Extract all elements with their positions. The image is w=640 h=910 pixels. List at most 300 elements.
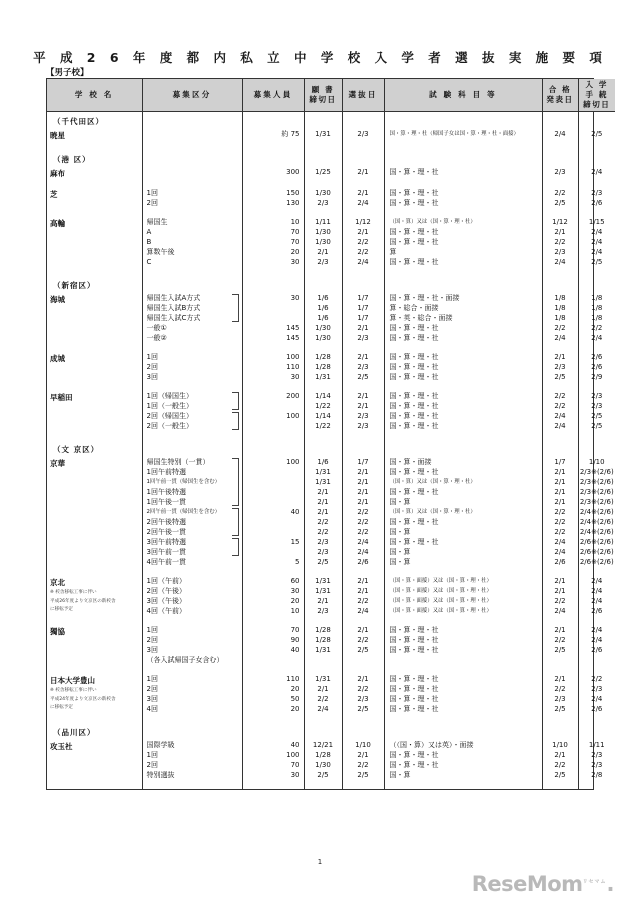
application-deadline-line: 2/3 [317, 198, 329, 207]
category-line: 3回 [146, 694, 158, 703]
result-date-line: 1/10 [552, 740, 568, 749]
quota [243, 167, 300, 177]
column-header-quota: 募集人員 [242, 79, 304, 112]
exam-date-line: 2/3 [357, 129, 369, 138]
application-deadline-cell [304, 352, 342, 382]
spacer-cell-7 [578, 714, 615, 723]
column-header-subjects: 試 験 科 目 等 [384, 79, 542, 112]
spacer-cell-1 [142, 267, 242, 276]
school-name: 京華 [50, 458, 65, 468]
exam-date-cell [342, 129, 384, 141]
ward-section-row [47, 276, 615, 293]
application-deadline-line: 2/2 [317, 694, 329, 703]
application-deadline-line: 2/3 [317, 257, 329, 266]
table-row[interactable] [47, 188, 615, 208]
school-name: 海城 [50, 294, 65, 304]
application-deadline-line: 2/1 [317, 247, 329, 256]
quota-line: 40 [290, 507, 300, 516]
spacer-cell-6 [542, 780, 578, 789]
category-cell [142, 391, 242, 431]
ward-label: （港 区） [53, 154, 91, 164]
application-deadline-cell [304, 129, 342, 141]
subjects-cell [384, 740, 542, 780]
spacer-cell-6 [542, 616, 578, 625]
category-line: 帰国生特別（一貫） [146, 457, 210, 466]
ward-empty-cell-1 [242, 150, 304, 167]
procedure-deadline-cell [578, 217, 615, 267]
result-date-cell [542, 129, 578, 141]
ward-empty-cell-1 [242, 276, 304, 293]
school-name: 京北 [50, 577, 65, 587]
quota-line: 40 [290, 645, 300, 654]
application-deadline-cell [304, 217, 342, 267]
ward-empty-cell-5 [542, 723, 578, 740]
procedure-deadline [579, 129, 616, 139]
spacer-cell-7 [578, 616, 615, 625]
spacer-cell-2 [242, 179, 304, 188]
quota-cell [242, 740, 304, 780]
subjects-line: 国・算・理・社 [389, 333, 439, 342]
exam-date-line: 2/5 [357, 770, 369, 779]
result-date-line: 2/2 [554, 507, 566, 516]
spacer-cell-6 [542, 431, 578, 440]
ward-cell [47, 276, 142, 293]
exam-date-line: 2/2 [357, 247, 369, 256]
application-deadline-line: 1/31 [315, 129, 331, 138]
exam-date-line: 1/7 [357, 303, 369, 312]
category-line: 一般① [146, 323, 167, 332]
exam-date-line: 2/3 [357, 362, 369, 371]
subjects [390, 391, 542, 431]
procedure-deadline-cell [578, 740, 615, 780]
spacer-cell-2 [242, 267, 304, 276]
quota [243, 129, 300, 139]
category-line: 4回（午前） [146, 606, 186, 615]
quota-cell [242, 167, 304, 179]
spacer-cell-6 [542, 141, 578, 150]
procedure-deadline [579, 217, 616, 267]
quota [243, 217, 300, 267]
table-row[interactable] [47, 129, 615, 141]
application-deadline-line: 1/14 [315, 411, 331, 420]
procedure-deadline-line: 2/4 [591, 635, 603, 644]
exam-date-line: 2/3 [357, 421, 369, 430]
procedure-deadline-line: 2/4 [591, 333, 603, 342]
subjects [390, 293, 542, 343]
procedure-deadline-line: 2/4 [591, 596, 603, 605]
resemom-logo: ReseMom$^{リセマム}$. [471, 872, 614, 896]
procedure-deadline [579, 352, 616, 382]
subjects-line: （（国・算）又は英）・面接 [389, 740, 474, 749]
procedure-deadline-line: 2/6 [591, 606, 603, 615]
brand-text: ReseMom [471, 872, 583, 896]
header-row [47, 79, 615, 112]
ward-label: （品川区） [53, 727, 96, 737]
subjects-line: （国・算・面接）又は（国・算・理・社） [389, 577, 492, 584]
subjects [390, 129, 542, 139]
quota-line: 20 [290, 247, 300, 256]
spacer-cell-1 [142, 141, 242, 150]
table-row[interactable] [47, 167, 615, 179]
column-header-exam-date: 選抜日 [342, 79, 384, 112]
category-line: 2回 [146, 362, 158, 371]
exam-date-line: 2/3 [357, 333, 369, 342]
exam-date-line: 2/5 [357, 645, 369, 654]
category [147, 188, 242, 208]
table-row[interactable] [47, 293, 615, 343]
spacer-cell-6 [542, 567, 578, 576]
quota-line: 100 [286, 411, 300, 420]
procedure-deadline-line: 2/4 [591, 167, 603, 176]
application-deadline-line: 1/31 [315, 372, 331, 381]
result-date-line: 2/2 [554, 635, 566, 644]
application-deadline-line: 1/31 [315, 674, 331, 683]
result-date-line: 2/2 [554, 596, 566, 605]
subjects [390, 457, 542, 567]
subjects-line: 国・算・理・社 [389, 760, 439, 769]
spacer-cell-1 [142, 431, 242, 440]
spacer-cell-7 [578, 567, 615, 576]
exam-date [343, 576, 384, 616]
spacer-cell-6 [542, 665, 578, 674]
spacer-cell-0 [47, 208, 142, 217]
exam-date-line: 2/5 [357, 372, 369, 381]
spacer-cell-2 [242, 616, 304, 625]
exam-date-line: 2/1 [357, 487, 369, 496]
subjects-cell [384, 576, 542, 616]
application-deadline [305, 391, 342, 431]
category-line: 2回 [146, 198, 158, 207]
result-date-cell [542, 391, 578, 431]
result-date-line: 1/8 [554, 313, 566, 322]
spacer-cell-6 [542, 208, 578, 217]
procedure-deadline-line: 2/5 [591, 421, 603, 430]
quota-cell [242, 576, 304, 616]
category-line: A [146, 227, 152, 236]
result-date-line: 2/6 [554, 557, 566, 566]
row-spacer [47, 267, 615, 276]
school-name-cell [47, 391, 142, 431]
procedure-deadline-line: 2/4 [591, 237, 603, 246]
result-date-line: 2/1 [554, 477, 566, 486]
result-date [543, 391, 578, 431]
subjects-line: 国・算 [389, 547, 411, 556]
category-line: 一般② [146, 333, 167, 342]
ward-empty-cell-4 [384, 276, 542, 293]
application-deadline-line: 2/1 [317, 497, 329, 506]
grouping-brace [232, 392, 239, 410]
ward-empty-cell-0 [142, 723, 242, 740]
category-line: 2回午後一貫 [146, 527, 186, 536]
school-name: 早稲田 [50, 392, 73, 402]
school-name-cell [47, 293, 142, 343]
result-date-line: 2/2 [554, 517, 566, 526]
application-deadline-cell [304, 391, 342, 431]
result-date-cell [542, 457, 578, 567]
page-title: 平 成 2 6 年 度 都 内 私 立 中 学 校 入 学 者 選 抜 実 施 要 項 [33, 50, 607, 65]
application-deadline-line: 1/28 [315, 750, 331, 759]
exam-date-line: 2/2 [357, 517, 369, 526]
application-deadline-line: 1/25 [315, 167, 331, 176]
school-note: に移転予定 [50, 705, 73, 711]
subjects-line: 算・英・総合・面接 [389, 313, 453, 322]
category [147, 217, 242, 267]
school-name: 日本大学豊山 [50, 675, 95, 685]
procedure-deadline-line: 2/3※(2/6) [579, 497, 614, 506]
table-row[interactable] [47, 457, 615, 567]
quota-line: 20 [290, 596, 300, 605]
result-date-line: 2/4 [554, 333, 566, 342]
procedure-deadline [579, 674, 616, 714]
exam-date-line: 2/4 [357, 198, 369, 207]
subjects-line: 国・算・理・社 [389, 517, 439, 526]
exam-date [343, 167, 384, 177]
procedure-deadline [579, 625, 616, 665]
exam-date-cell [342, 576, 384, 616]
application-deadline-line: 1/22 [315, 401, 331, 410]
quota-line: 150 [286, 188, 300, 197]
spacer-cell-2 [242, 665, 304, 674]
application-deadline-line: 1/22 [315, 421, 331, 430]
category-cell [142, 352, 242, 382]
exam-date-cell [342, 457, 384, 567]
spacer-cell-1 [142, 780, 242, 789]
school-name-cell [47, 352, 142, 382]
ward-empty-cell-2 [304, 723, 342, 740]
quota-line: 30 [290, 586, 300, 595]
exam-date-line: 2/1 [357, 188, 369, 197]
category-line: 2回（一般生） [146, 421, 193, 430]
quota-line: 110 [286, 362, 300, 371]
procedure-deadline-line: 2/5 [591, 411, 603, 420]
category-line: 帰国生 [146, 217, 168, 226]
application-deadline-line: 12/21 [312, 740, 334, 749]
subjects [390, 352, 542, 382]
header-line-3: 締切日 [583, 100, 611, 110]
table-row[interactable] [47, 740, 615, 780]
spacer-cell-0 [47, 665, 142, 674]
application-deadline-line: 1/6 [317, 313, 329, 322]
procedure-deadline-line: 2/4 [591, 586, 603, 595]
grouping-brace [232, 538, 239, 556]
row-spacer [47, 343, 615, 352]
ward-empty-cell-3 [342, 440, 384, 457]
ward-empty-cell-1 [242, 112, 304, 129]
category-line: 算数午後 [146, 247, 175, 256]
category-cell [142, 625, 242, 665]
application-deadline-line: 2/2 [317, 517, 329, 526]
subjects-line: 国・算・理・社 [389, 362, 439, 371]
category-cell [142, 293, 242, 343]
result-date-line: 2/4 [554, 606, 566, 615]
subjects-cell [384, 129, 542, 141]
application-deadline-cell [304, 674, 342, 714]
application-deadline [305, 457, 342, 567]
procedure-deadline-line: 2/4 [591, 694, 603, 703]
result-date [543, 188, 578, 208]
spacer-cell-7 [578, 208, 615, 217]
result-date-line: 2/1 [554, 487, 566, 496]
procedure-deadline-line: 1/15 [588, 217, 605, 226]
result-date-line: 2/2 [554, 527, 566, 536]
subjects-line: 国・算 [389, 770, 411, 779]
spacer-cell-0 [47, 179, 142, 188]
exam-date [343, 188, 384, 208]
subjects [390, 576, 542, 616]
exam-date [343, 457, 384, 567]
exam-date [343, 674, 384, 714]
quota-cell [242, 293, 304, 343]
application-deadline-cell [304, 167, 342, 179]
quota-cell [242, 129, 304, 141]
category [147, 293, 242, 343]
quota-line: 20 [290, 684, 300, 693]
result-date-cell [542, 167, 578, 179]
subjects-line: （国・算・面接）又は（国・算・理・社） [389, 607, 492, 614]
ward-empty-cell-1 [242, 723, 304, 740]
result-date-line: 1/8 [554, 293, 566, 302]
category-line: 2回午後特選 [146, 517, 186, 526]
spacer-cell-4 [342, 616, 384, 625]
quota [243, 625, 300, 665]
exam-date-line: 1/12 [355, 217, 371, 226]
procedure-deadline-line: 2/6 [591, 352, 603, 361]
category-line: 2回（午後） [146, 586, 186, 595]
quota-cell [242, 188, 304, 208]
exam-date [343, 352, 384, 382]
subjects-line: 国・算・理・社 [389, 645, 439, 654]
subjects-line: 国・算・理・社 [389, 674, 439, 683]
quota-cell [242, 352, 304, 382]
procedure-deadline-line: 2/4 [591, 625, 603, 634]
spacer-cell-3 [304, 567, 342, 576]
exam-date [343, 740, 384, 780]
table-row[interactable] [47, 576, 615, 616]
spacer-cell-0 [47, 431, 142, 440]
spacer-cell-7 [578, 382, 615, 391]
spacer-cell-5 [384, 780, 542, 789]
category-line: C [146, 257, 152, 266]
category-line: 1回午後特選 [146, 487, 186, 496]
quota-line: 70 [290, 625, 300, 634]
quota-line: 5 [295, 557, 300, 566]
application-deadline-line: 1/30 [315, 333, 331, 342]
subjects-line: 国・算・理・社 [389, 323, 439, 332]
category [147, 674, 242, 714]
result-date-line: 2/1 [554, 625, 566, 634]
exam-date-line: 2/1 [357, 477, 369, 486]
table-row[interactable] [47, 217, 615, 267]
exam-date-line: 2/5 [357, 704, 369, 713]
subjects-cell [384, 167, 542, 179]
category-line: 1回 [146, 750, 158, 759]
result-date [543, 625, 578, 665]
category [147, 391, 242, 431]
table-row[interactable] [47, 625, 615, 665]
procedure-deadline-line: 2/3 [591, 684, 603, 693]
subjects-line: 国・算・面接 [389, 457, 432, 466]
header-line-2: 発表日 [546, 95, 574, 105]
result-date-line: 2/5 [554, 372, 566, 381]
result-date [543, 167, 578, 177]
category-line: 3回 [146, 645, 158, 654]
application-deadline-line: 1/31 [315, 645, 331, 654]
procedure-deadline-line: 2/4 [591, 247, 603, 256]
ward-empty-cell-4 [384, 150, 542, 167]
result-date-cell [542, 576, 578, 616]
result-date-line: 1/8 [554, 303, 566, 312]
exam-date-cell [342, 167, 384, 179]
table-row[interactable] [47, 391, 615, 431]
ward-empty-cell-5 [542, 440, 578, 457]
table-row[interactable] [47, 674, 615, 714]
category [147, 740, 242, 780]
spacer-cell-6 [542, 382, 578, 391]
application-deadline-line: 2/1 [317, 684, 329, 693]
subjects-cell [384, 457, 542, 567]
ward-empty-cell-3 [342, 723, 384, 740]
spacer-cell-4 [342, 431, 384, 440]
row-spacer [47, 208, 615, 217]
spacer-cell-0 [47, 343, 142, 352]
category-cell [142, 674, 242, 714]
spacer-cell-4 [342, 382, 384, 391]
application-deadline-line: 1/28 [315, 625, 331, 634]
result-date [543, 217, 578, 267]
application-deadline-line: 1/28 [315, 635, 331, 644]
category-line: 3回午前特選 [146, 537, 186, 546]
result-date [543, 293, 578, 343]
subjects-line: （国・算）又は（国・算・理・社） [389, 218, 476, 225]
application-deadline [305, 293, 342, 343]
ward-empty-cell-1 [242, 440, 304, 457]
procedure-deadline-line: 2/3 [591, 750, 603, 759]
spacer-cell-3 [304, 267, 342, 276]
school-name-cell [47, 740, 142, 780]
spacer-cell-6 [542, 267, 578, 276]
quota-line: 110 [286, 674, 300, 683]
application-deadline-line: 1/28 [315, 352, 331, 361]
subjects-line: 国・算・理・社 [389, 198, 439, 207]
category-cell [142, 129, 242, 141]
table-body [47, 112, 615, 789]
exam-date [343, 217, 384, 267]
result-date-line: 2/4 [554, 257, 566, 266]
category [147, 576, 242, 616]
subjects-line: （国・算・面接）又は（国・算・理・社） [389, 587, 492, 594]
ward-cell [47, 150, 142, 167]
application-deadline-line: 1/6 [317, 303, 329, 312]
exam-date-line: 2/1 [357, 497, 369, 506]
result-date-cell [542, 217, 578, 267]
spacer-cell-1 [142, 208, 242, 217]
application-deadline-line: 1/31 [315, 586, 331, 595]
column-header-school: 学 校 名 [47, 79, 142, 112]
row-spacer [47, 665, 615, 674]
ward-empty-cell-0 [142, 150, 242, 167]
table-row[interactable] [47, 352, 615, 382]
exam-date-line: 2/1 [357, 401, 369, 410]
subjects-line: 算・総合・面接 [389, 303, 439, 312]
application-deadline-line: 1/11 [315, 217, 331, 226]
quota-line: 145 [286, 333, 300, 342]
spacer-cell-7 [578, 780, 615, 789]
header-line-2: 手 続 [585, 90, 608, 100]
application-deadline-cell [304, 188, 342, 208]
application-deadline-line: 2/3 [317, 606, 329, 615]
subjects-line: 算 [389, 247, 397, 256]
subjects-line: 国・算・理・社 [389, 625, 439, 634]
